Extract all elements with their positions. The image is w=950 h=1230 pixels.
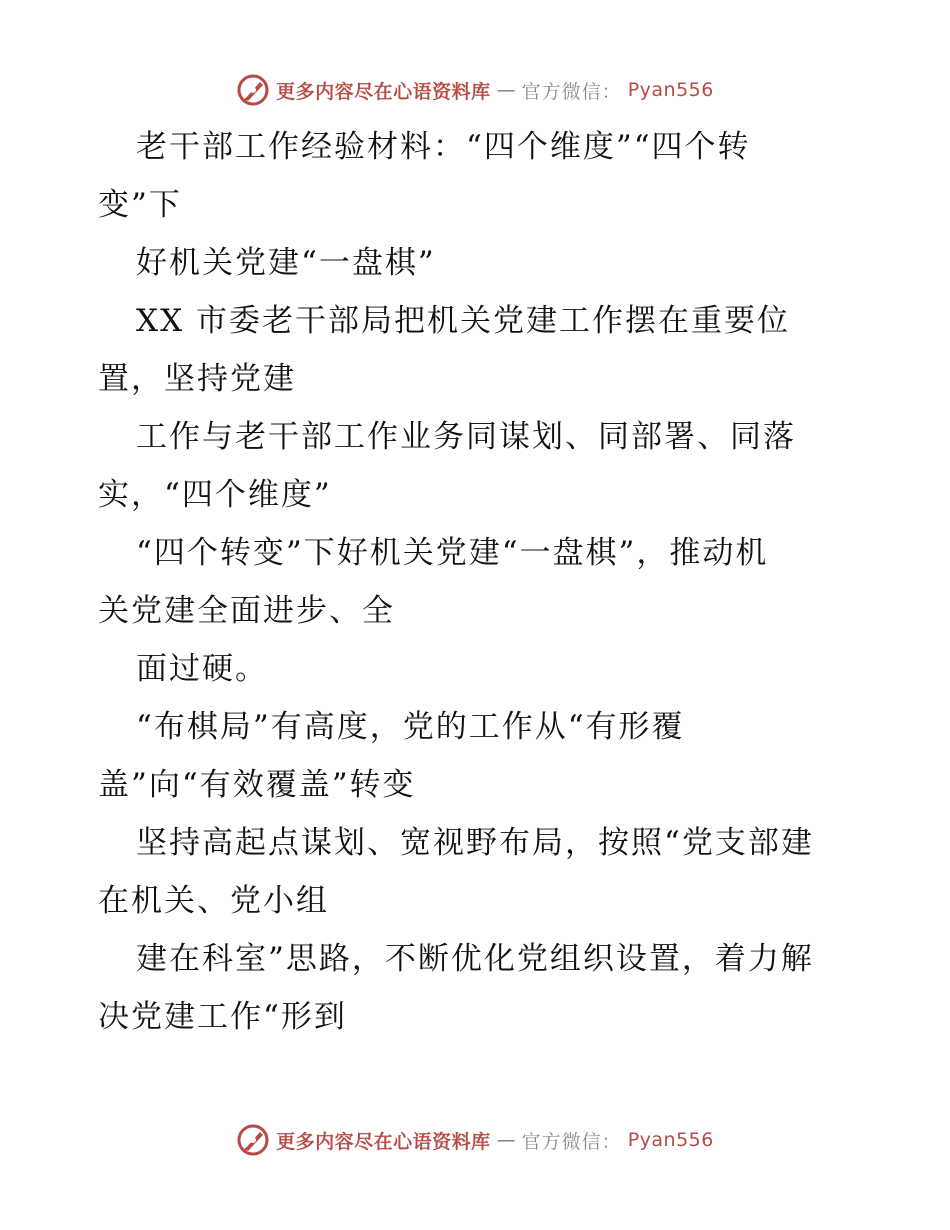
- quill-logo-icon: [236, 73, 270, 107]
- banner-wechat-id: Pyan556: [627, 79, 714, 101]
- footer-watermark-banner: [0, 1120, 950, 1160]
- text-line: 实，“四个维度”: [98, 477, 332, 513]
- banner-dash: —: [496, 1129, 516, 1151]
- text-line: 面过硬。: [136, 651, 268, 687]
- text-line: 工作与老干部工作业务同谋划、同部署、同落: [136, 419, 796, 455]
- banner-dash: —: [496, 79, 516, 101]
- banner-wechat-label: 官方微信：: [521, 1130, 622, 1153]
- text-line: 决党建工作“形到: [98, 999, 347, 1035]
- text-line: 关党建全面进步、全: [98, 593, 395, 629]
- quill-logo-icon: [236, 1123, 270, 1157]
- text-line: 建在科室”思路，不断优化党组织设置，着力解: [136, 941, 814, 977]
- text-line: 盖”向“有效覆盖”转变: [98, 767, 416, 803]
- text-line: 坚持高起点谋划、宽视野布局，按照“党支部建: [136, 825, 814, 861]
- text-line: 置，坚持党建: [98, 361, 296, 397]
- text-line: 变”下: [98, 187, 182, 223]
- banner-site-name: 更多内容尽在心语资料库: [276, 1130, 491, 1153]
- document-body: [98, 118, 858, 1046]
- banner-wechat-id: Pyan556: [627, 1129, 714, 1151]
- banner-wechat-label: 官方微信：: [521, 80, 622, 103]
- text-line: 好机关党建“一盘棋”: [136, 245, 436, 281]
- text-line: “四个转变”下好机关党建“一盘棋”，推动机: [136, 535, 769, 571]
- text-line: “布棋局”有高度，党的工作从“有形覆: [136, 709, 685, 745]
- text-line: XX 市委老干部局把机关党建工作摆在重要位: [136, 303, 790, 339]
- banner-site-name: 更多内容尽在心语资料库: [276, 80, 491, 103]
- text-line: 老干部工作经验材料：“四个维度”“四个转: [136, 129, 751, 165]
- header-watermark-banner: [0, 70, 950, 110]
- text-line: 在机关、党小组: [98, 883, 329, 919]
